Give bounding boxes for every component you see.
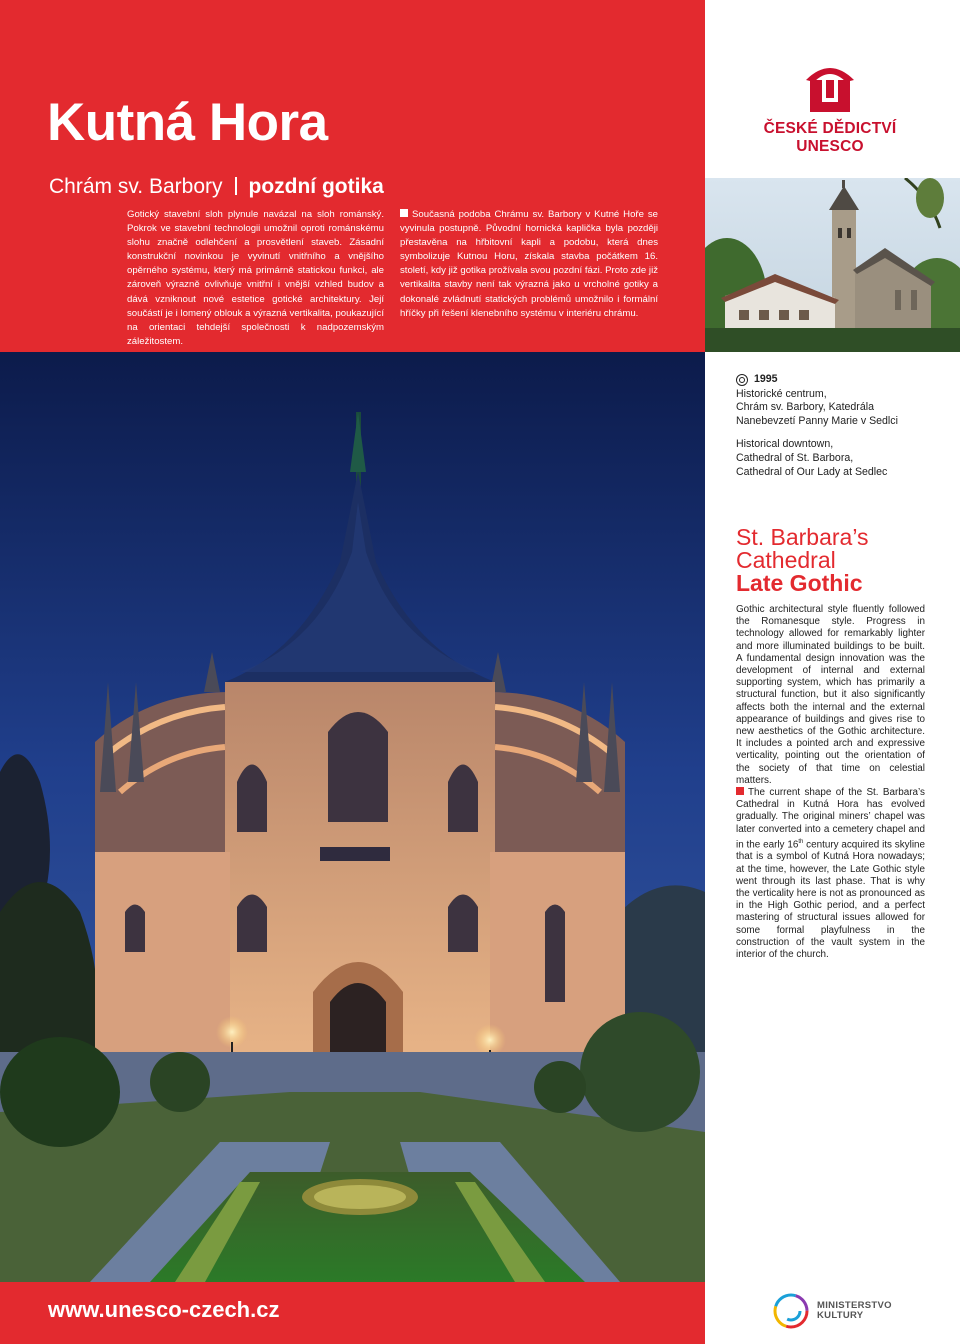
info-en-line: Cathedral of Our Lady at Sedlec xyxy=(736,465,888,478)
page-subtitle xyxy=(49,175,384,199)
info-cz-line: Chrám sv. Barbory, Katedrála xyxy=(736,401,874,414)
english-heading-line3: Late Gothic xyxy=(736,570,863,596)
english-heading-line2: Cathedral xyxy=(736,547,836,573)
st-barbara-cathedral-photo xyxy=(0,352,705,1282)
info-en-line: Historical downtown, xyxy=(736,438,834,451)
subtitle-style: pozdní gotika xyxy=(248,175,384,198)
english-paragraph-2: The current shape of the St. Barbara’s Cathedral in Kutná Hora has evolved gradually. The original miners’ chapel was later converted into a cemetery chapel and in the early 16th century acquired its skyline that is a symbol of Kutná Hora nowadays; at the time, however, the Late Gothic style went through its last phase. That is why the verticality here is not as pronounced as in the High Gothic period, and a perfect mastering of structural issues allowed for some formal playfulness in the construction of the vault system in the interior of the church. xyxy=(736,787,925,960)
english-heading xyxy=(736,526,869,595)
english-paragraph-1: Gothic architectural style fluently followed the Romanesque style. Progress in technology allowed for remarkably lighter and more illuminated buildings to be built. A fundamental design innovation was the development of internal and external supporting system, which has primarily a structural function, but it also significantly affects both the internal and the external appearance of buildings and gives rise to new aesthetics of the Gothic architecture. It includes a pointed arch and expressive verticality, pointing out the orientation of the society of that time on celestial matters. xyxy=(736,604,925,786)
subtitle-divider xyxy=(235,177,237,195)
info-en-line: Cathedral of St. Barbora, xyxy=(736,451,854,464)
page-title: Kutná Hora xyxy=(47,93,328,152)
english-heading-line1: St. Barbara’s xyxy=(736,524,869,550)
website-link[interactable]: www.unesco-czech.cz xyxy=(48,1297,280,1322)
ministry-text: MINISTERSTVO KULTURY xyxy=(817,1300,892,1321)
heritage-emblem-icon xyxy=(804,58,856,114)
info-cz-line: Nanebevzetí Panny Marie v Sedlci xyxy=(736,414,898,427)
czech-text-column-2-body: Současná podoba Chrámu sv. Barbory v Kutné Hoře se vyvinula postupně. Původní hornická kaplička byla později přestavěna na hřbitovní kapli a podobu, která dnes symbolizuje Kutnou Horu, získala stavba počátkem 16. století, kdy již gotika prožívala svou pozdní fázi. Proto zde již vertikalita stavby není tak výrazná jako u vrcholné gotiky a dokonalé zvládnutí statických problémů umožnilo i formální hříčky při řešení klenebního systému v interiéru chrámu. xyxy=(400,209,658,319)
bullet-square-icon xyxy=(400,209,408,217)
czech-unesco-heritage-logo xyxy=(760,58,900,155)
inscription-year-value: 1995 xyxy=(754,373,778,385)
inscription-year xyxy=(736,373,936,387)
info-cz-line: Historické centrum, xyxy=(736,387,827,400)
ministry-swirl-icon xyxy=(773,1293,809,1329)
bullet-square-icon xyxy=(736,787,744,795)
ministry-of-culture-logo xyxy=(773,1293,892,1329)
czech-text-column-1: Gotický stavební sloh plynule navázal na sloh románský. Pokrok ve stavební technologii umožnil oproti románskému slohu značně odlehčení a prosvětlení staveb. Zásadní konstrukční novinkou je vyvinutí vnitřního a vnějšího opěrného systému, který má primárně statickou funkci, ale zároveň výrazně ovlivňuje vnitřní i vnější vzhled budov a dává vzniknout nové estetice gotické architektury. Její součástí je i lomený oblouk a výrazná vertikalita, poukazující na orientaci tehdejší společnosti k nadpozemským záležitostem. xyxy=(127,209,384,347)
logo-text-line1: ČESKÉ DĚDICTVÍ xyxy=(763,120,897,137)
english-text xyxy=(736,604,925,961)
heritage-info xyxy=(736,373,936,479)
unesco-emblem-icon xyxy=(736,374,748,386)
subtitle-place: Chrám sv. Barbory xyxy=(49,175,223,198)
logo-text-line2: UNESCO xyxy=(796,138,864,155)
czech-text-column-2 xyxy=(400,208,658,321)
church-town-photo xyxy=(705,178,960,352)
